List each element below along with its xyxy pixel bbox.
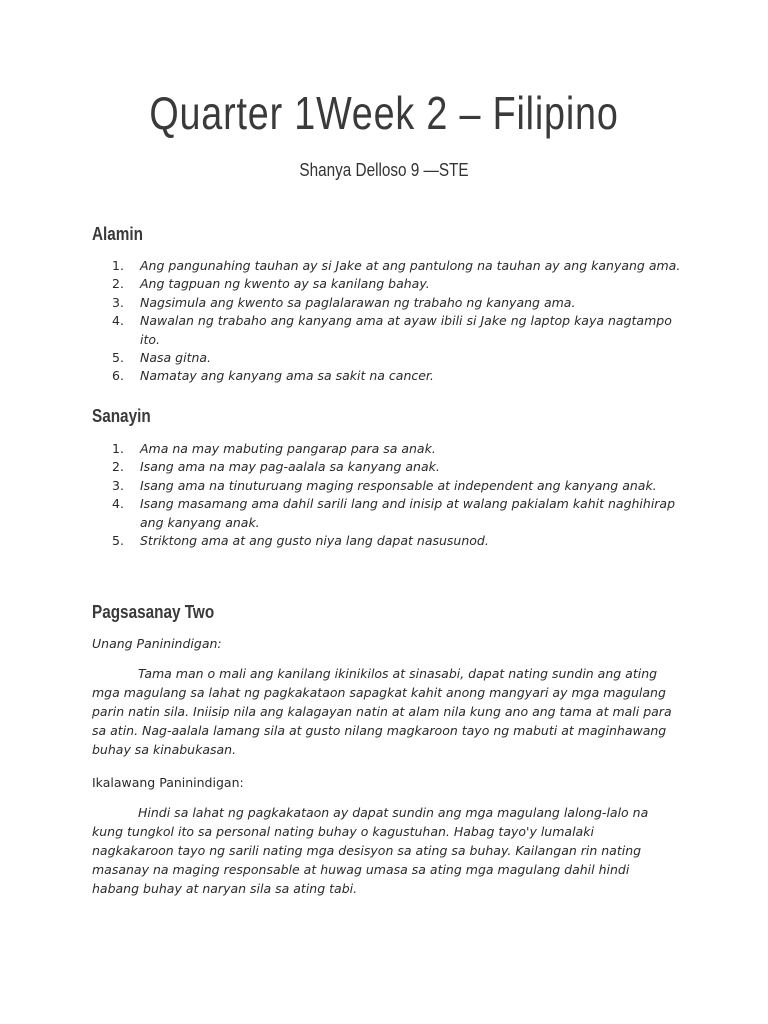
- list-item: 3. Isang ama na tinuturuang maging responsable at independent ang kanyang anak.: [112, 477, 657, 493]
- section-heading-alamin: Alamin: [92, 224, 144, 244]
- alamin-list: [108, 257, 688, 386]
- unang-paninindigan-paragraph: Tama man o mali ang kanilang ikinikilos at sinasabi, dapat nating sundin ang ating mga magulang sa lahat ng pagkakataon sapagkat kahit anong mangyari ay mga magulang parin natin sila. Iniisip nila ang kalagayan natin at alam nila kung ano ang tama at mali para sa atin. Nag-aalala lamang sila at gusto nilang magkaroon tayo ng mabuti at maginhawang buhay sa kinabukasan.: [92, 666, 672, 757]
- list-item: 1. Ama na may mabuting pangarap para sa anak.: [112, 441, 436, 456]
- unang-paninindigan-label: Unang Paninindigan:: [92, 636, 222, 651]
- list-item: 4. Isang masamang ama dahil sarili lang and inisip at walang pakialam kahit naghihirap ang kanyang anak.: [112, 496, 676, 530]
- list-item: 2. Ang tagpuan ng kwento ay sa kanilang bahay.: [112, 276, 430, 292]
- sanayin-list: [108, 440, 688, 550]
- list-item: 3. Nagsimula ang kwento sa paglalarawan ng trabaho ng kanyang ama.: [112, 294, 576, 310]
- ikalawang-paninindigan-paragraph: Hindi sa lahat ng pagkakataon ay dapat sundin ang mga magulang lalong-lalo na kung tungkol ito sa personal nating buhay o kagustuhan. Habag tayo'y lumalaki nagkakaroon tayo ng sarili nating mga desisyon sa ating sa buhay. Kailangan rin nating masanay na maging responsable at huwag umasa sa ating mga magulang dahil hindi habang buhay at naryan sila sa ating tabi.: [92, 805, 649, 896]
- list-item: 2. Isang ama na may pag-aalala sa kanyang anak.: [112, 459, 440, 475]
- list-item: 1. Ang pangunahing tauhan ay si Jake at ang pantulong na tauhan ay ang kanyang ama.: [112, 258, 681, 273]
- section-heading-sanayin: Sanayin: [92, 406, 151, 426]
- section-heading-pagsasanay: Pagsasanay Two: [92, 602, 215, 622]
- list-item: 4. Nawalan ng trabaho ang kanyang ama at ayaw ibili si Jake ng laptop kaya nagtampo ito.: [112, 313, 672, 347]
- list-item: 6. Namatay ang kanyang ama sa sakit na cancer.: [112, 368, 434, 384]
- list-item: 5. Striktong ama at ang gusto niya lang dapat nasusunod.: [112, 533, 489, 549]
- author-subtitle: Shanya Delloso 9 —STE: [299, 160, 469, 180]
- page-title: Quarter 1Week 2 – Filipino: [149, 87, 619, 139]
- ikalawang-paninindigan-label: Ikalawang Paninindigan:: [92, 775, 244, 790]
- list-item: 5. Nasa gitna.: [112, 350, 212, 366]
